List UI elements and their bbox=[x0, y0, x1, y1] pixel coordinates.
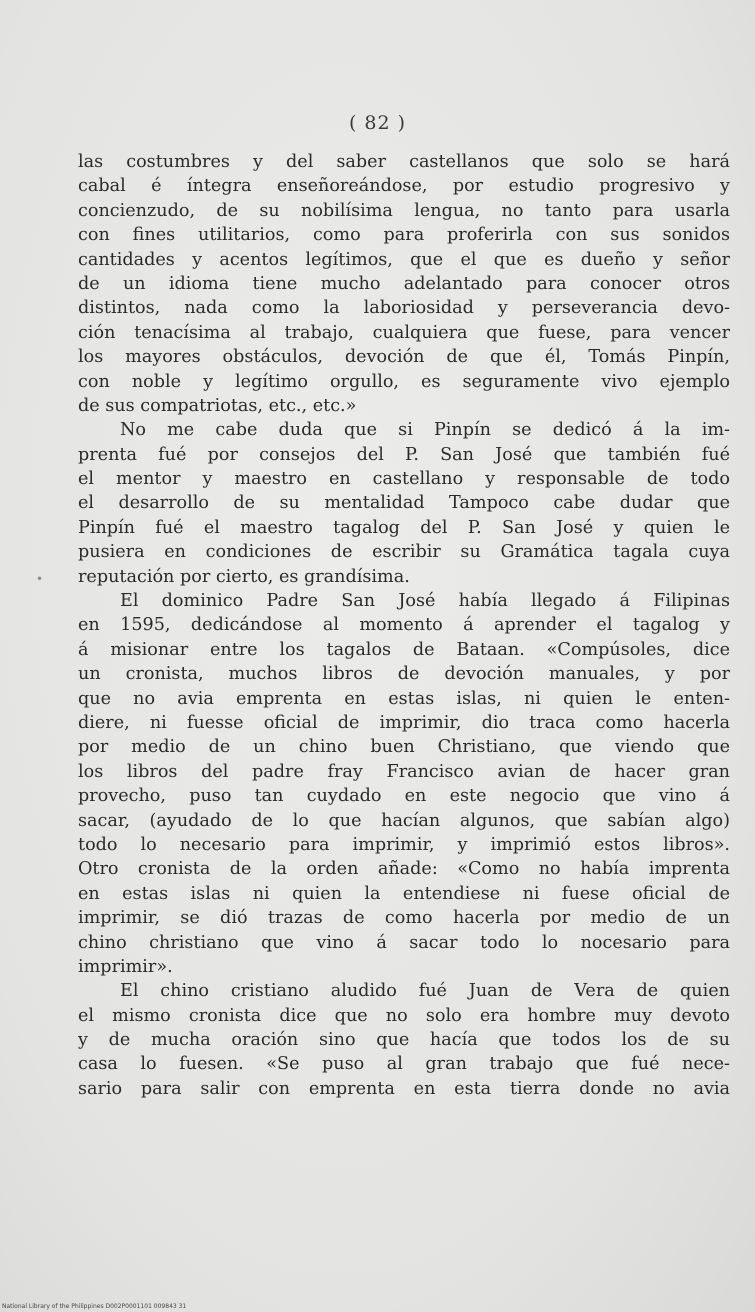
text-line: con noble y legítimo orgullo, es seguramente vivo ejemplo bbox=[78, 371, 730, 392]
text-line: sario para salir con emprenta en esta tierra donde no avia bbox=[78, 1078, 730, 1099]
text-line: y de mucha oración sino que hacía que todos los de su bbox=[78, 1030, 730, 1051]
text-line: sacar, (ayudado de lo que hacían algunos, que sabían algo) bbox=[78, 810, 730, 831]
text-line: Pinpín fué el maestro tagalog del P. San José y quien le bbox=[78, 517, 730, 538]
text-line: los libros del padre fray Francisco avian de hacer gran bbox=[78, 761, 730, 782]
text-line: el mentor y maestro en castellano y responsable de todo bbox=[78, 469, 730, 490]
text-line: El chino cristiano aludido fué Juan de Vera de quien bbox=[120, 981, 730, 1002]
page-number: ( 82 ) bbox=[348, 112, 407, 134]
text-line: en 1595, dedicándose al momento á aprender el tagalog y bbox=[78, 615, 730, 636]
text-line: ción tenacísima al trabajo, cualquiera que fuese, para vencer bbox=[78, 322, 730, 343]
text-line: á misionar entre los tagalos de Bataan. «Compúsoles, dice bbox=[78, 639, 730, 660]
body-text bbox=[78, 150, 730, 1101]
text-line: el mismo cronista dice que no solo era hombre muy devoto bbox=[78, 1005, 730, 1026]
text-line: cabal é íntegra enseñoreándose, por estudio progresivo y bbox=[78, 176, 730, 197]
text-line: de un idioma tiene mucho adelantado para conocer otros bbox=[78, 273, 730, 294]
text-line: con fines utilitarios, como para proferirla con sus sonidos bbox=[78, 225, 730, 246]
text-line: chino christiano que vino á sacar todo lo nocesario para bbox=[78, 932, 730, 953]
text-line: de sus compatriotas, etc., etc.» bbox=[78, 395, 357, 416]
text-line: las costumbres y del saber castellanos que solo se hará bbox=[78, 152, 730, 172]
text-line: distintos, nada como la laboriosidad y perseverancia devo- bbox=[78, 298, 730, 319]
text-line: en estas islas ni quien la entendiese ni fuese oficial de bbox=[78, 883, 730, 904]
text-line: concienzudo, de su nobilísima lengua, no tanto para usarla bbox=[78, 200, 730, 221]
text-line: El dominico Padre San José había llegado á Filipinas bbox=[120, 591, 730, 612]
text-line: todo lo necesario para imprimir, y imprimió estos libros». bbox=[78, 834, 730, 855]
text-line: imprimir». bbox=[78, 956, 173, 977]
text-line: que no avia emprenta en estas islas, ni quien le enten- bbox=[78, 688, 730, 709]
text-line: por medio de un chino buen Christiano, que viendo que bbox=[78, 737, 730, 758]
text-line: No me cabe duda que si Pinpín se dedicó á la im- bbox=[120, 420, 730, 441]
text-line: provecho, puso tan cuydado en este negocio que vino á bbox=[78, 786, 730, 807]
margin-mark: • bbox=[36, 572, 44, 586]
footer-credit: National Library of the Philippines D002P0001101 009843 31 bbox=[2, 1303, 187, 1310]
text-line: un cronista, muchos libros de devoción manuales, y por bbox=[78, 664, 730, 685]
text-line: casa lo fuesen. «Se puso al gran trabajo que fué nece- bbox=[78, 1054, 730, 1075]
text-line: Otro cronista de la orden añade: «Como no había imprenta bbox=[78, 859, 730, 880]
text-line: pusiera en condiciones de escribir su Gramática tagala cuya bbox=[78, 542, 730, 563]
text-line: los mayores obstáculos, devoción de que él, Tomás Pinpín, bbox=[78, 347, 730, 368]
text-line: el desarrollo de su mentalidad Tampoco cabe dudar que bbox=[78, 493, 730, 514]
text-line: prenta fué por consejos del P. San José que también fué bbox=[78, 444, 730, 465]
text-line: diere, ni fuesse oficial de imprimir, dio traca como hacerla bbox=[78, 712, 730, 733]
text-line: cantidades y acentos legítimos, que el que es dueño y señor bbox=[78, 249, 730, 270]
text-line: imprimir, se dió trazas de como hacerla por medio de un bbox=[78, 908, 730, 929]
text-line: reputación por cierto, es grandísima. bbox=[78, 566, 410, 587]
